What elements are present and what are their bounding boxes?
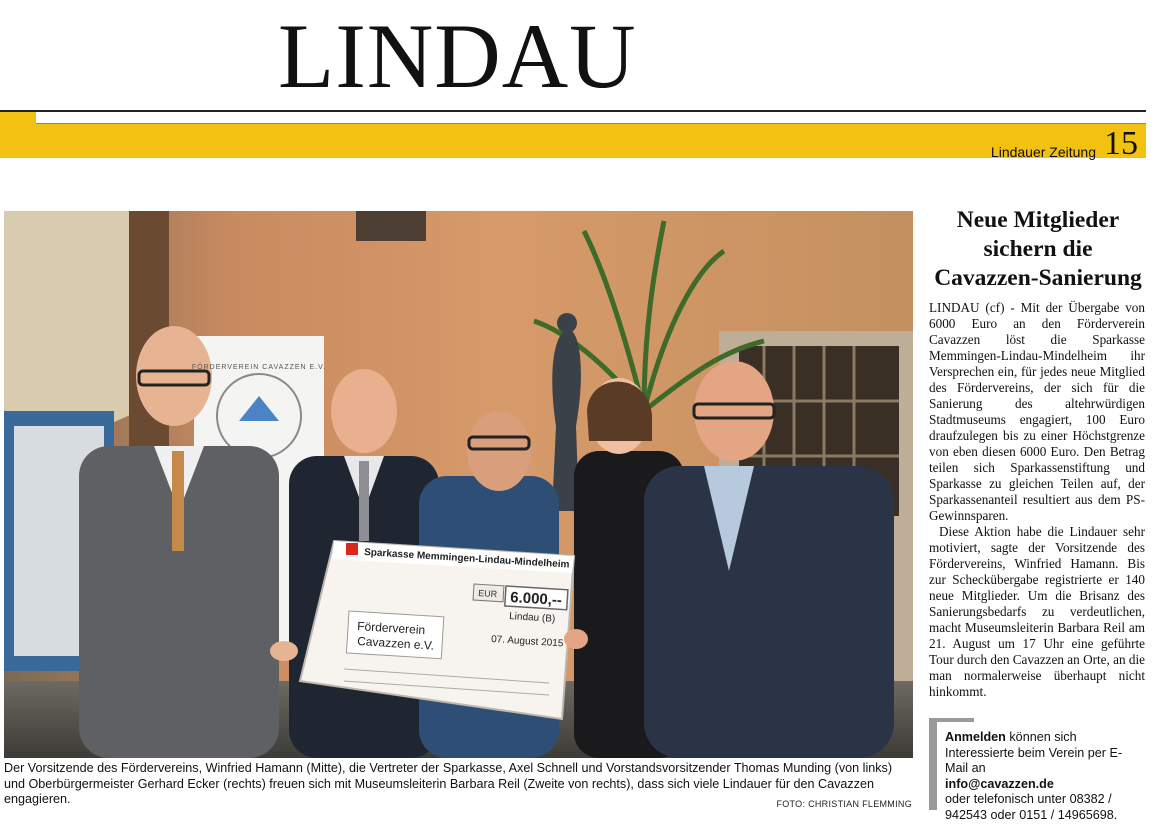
- article-paragraph: LINDAU (cf) - Mit der Übergabe von 6000 Euro an den Förderverein Cavazzen löst die Sparkasse Memmingen-Lindau-Mindelheim ihr Versprechen ein, für jedes neue Mitglied des Fördervereins, der sich für die Sanierung des altehrwürdigen Stadtmuseums engagiert, 100 Euro draufzulegen bis zu einer Höchstgrenze von eben diesen 6000 Euro. Den Betrag teilen sich Sparkassenstiftung und Sparkasse zu gleichen Teilen auf, der Sparkassenanteil resultiert aus dem PS-Gewinnsparen.: [929, 300, 1145, 523]
- article-headline: [926, 206, 1150, 293]
- header-band-line: [36, 123, 1146, 124]
- info-lead: Anmelden: [945, 730, 1006, 744]
- hand-left: [270, 641, 298, 661]
- headline-line: sichern die: [983, 236, 1093, 262]
- headline-line: Neue Mitglieder: [956, 207, 1120, 233]
- photo-credit: FOTO: CHRISTIAN FLEMMING: [776, 799, 912, 809]
- article-photo: [4, 211, 913, 758]
- info-box-bar-top: [929, 718, 974, 722]
- header-band-gap: [36, 112, 1146, 123]
- sparkasse-logo-icon: [346, 543, 358, 555]
- info-box-text: [945, 730, 1145, 823]
- check-amount: 6.000,--: [509, 589, 563, 610]
- info-box: [929, 718, 1147, 822]
- check-payee-line2: Cavazzen e.V.: [356, 634, 435, 653]
- barred-window: [356, 211, 426, 241]
- masthead-title: LINDAU: [278, 5, 637, 107]
- hand-right: [564, 629, 588, 649]
- article-paragraph: Diese Aktion habe die Lindauer sehr motiviert, sagte der Vorsitzende des Fördervereins, Winfried Hamann. Bis zur Scheckübergabe registrierte er 140 neue Mitglieder. Um die Brisanz des Sanierungsbedarfs zu verdeutlichen, macht Museumsleiterin Barbara Reil am 21. August um 17 Uhr eine geführte Tour durch den Cavazzen an Orte, an die man normalerweise überhaupt nicht hinkommt.: [929, 524, 1145, 699]
- info-text2: oder telefonisch unter 08382 / 942543 oder 0151 / 14965698.: [945, 792, 1118, 822]
- headline-line: Cavazzen-Sanierung: [934, 265, 1142, 291]
- banner-text: FÖRDERVEREIN CAVAZZEN E.V.: [191, 364, 327, 371]
- photo-caption: Der Vorsitzende des Fördervereins, Winfried Hamann (Mitte), die Vertreter der Sparkasse, Axel Schnell und Vorstandsvorsitzender Thomas Munding (von links) und Oberbürgermeister Gerhard Ecker (rechts) freuen sich mit Museumsleiterin Barbara Reil (Zweite von rechts), dass sich viele Lindauer für den Cavazzen engagieren.: [4, 761, 893, 806]
- info-email[interactable]: info@cavazzen.de: [945, 776, 1054, 791]
- check-payee-line1: Förderverein: [356, 619, 426, 638]
- check-place: Lindau (B): [508, 611, 556, 625]
- info-text1: können sich Interessierte beim Verein per E-Mail an: [945, 730, 1123, 775]
- info-box-bar: [929, 718, 937, 810]
- check-bank: Sparkasse Memmingen-Lindau-Mindelheim: [363, 547, 570, 571]
- article-body: [929, 300, 1145, 700]
- check-currency: EUR: [477, 588, 498, 600]
- paper-name: Lindauer Zeitung: [990, 144, 1096, 160]
- page-number: 15: [1104, 125, 1138, 162]
- check-date: 07. August 2015: [490, 634, 564, 650]
